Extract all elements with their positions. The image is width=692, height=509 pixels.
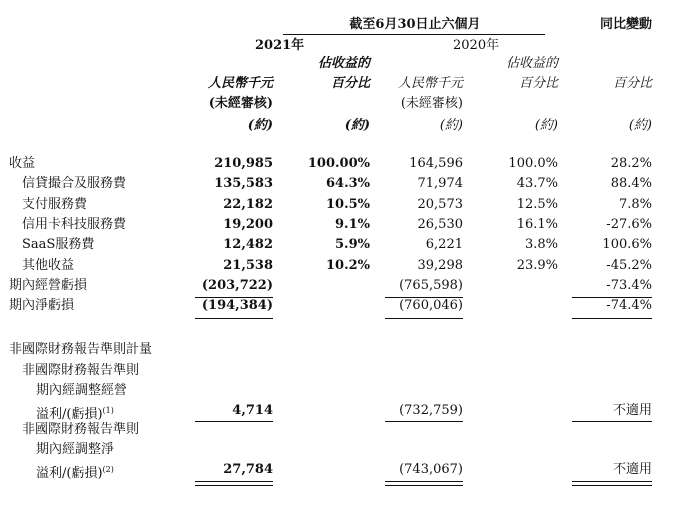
row-value-2020: 20,573 [417, 197, 463, 212]
col-2021-rmb-label: 人民幣千元 [207, 76, 273, 91]
col-2020-unaudited-label: (未經審核) [400, 96, 463, 111]
row-value-2021: (194,384) [201, 298, 273, 313]
col-2021-pct-label-2: 百分比 [330, 76, 370, 91]
non-ifrs-op-label-1: 非國際財務報告準則 [22, 363, 140, 378]
non-ifrs-op-2020: (732,759) [399, 403, 463, 418]
row-pct-2020: 100.0% [508, 156, 558, 171]
row-value-2020: 71,974 [417, 176, 463, 191]
col-2020-pct-label-2: 百分比 [518, 76, 558, 91]
row-yoy: -73.4% [606, 278, 652, 293]
col-2020-approx-label: (約) [439, 118, 463, 133]
period-rule [283, 34, 545, 35]
row-value-2020: 39,298 [417, 258, 463, 273]
non-ifrs-net-label-3: 溢利/(虧損)$^{(2)}$ [36, 465, 114, 481]
footnote-2: (2) [102, 465, 114, 474]
rule-2021-net-loss [195, 318, 273, 319]
row-pct-2021: 10.2% [325, 258, 370, 273]
row-value-2021: 21,538 [223, 258, 273, 273]
non-ifrs-title: 非國際財務報告準則計量 [9, 342, 153, 357]
non-ifrs-net-yoy: 不適用 [612, 462, 652, 477]
row-label: 其他收益 [22, 258, 75, 273]
row-pct-2021: 10.5% [325, 197, 370, 212]
row-yoy: -74.4% [606, 298, 652, 313]
row-pct-2021: 100.00% [307, 156, 370, 171]
rule-yoy-net-loss [572, 318, 652, 319]
year-2021-header: 2021年 [255, 38, 305, 53]
non-ifrs-op-2021: 4,714 [232, 403, 273, 418]
double-rule-yoy [572, 481, 652, 486]
period-header: 截至6月30日止六個月 [349, 17, 481, 32]
row-yoy: 28.2% [610, 156, 652, 171]
yoy-header: 同比變動 [599, 17, 652, 32]
double-rule-2021 [195, 481, 273, 486]
row-label: 期內經營虧損 [9, 278, 88, 293]
row-label: 信用卡科技服務費 [22, 217, 127, 232]
rule-2020-op [385, 421, 463, 422]
row-yoy: -45.2% [606, 258, 652, 273]
row-pct-2021: 9.1% [335, 217, 370, 232]
rule-yoy-loss [572, 297, 652, 298]
rule-2021-loss [195, 297, 273, 298]
non-ifrs-op-label-2: 期內經調整經營 [36, 383, 128, 398]
non-ifrs-net-2020: (743,067) [399, 462, 463, 477]
rule-2021-op [195, 421, 273, 422]
row-value-2020: (765,598) [399, 278, 463, 293]
non-ifrs-net-label-1: 非國際財務報告準則 [22, 422, 140, 437]
col-2020-rmb-label: 人民幣千元 [397, 76, 463, 91]
non-ifrs-net-2021: 27,784 [223, 462, 273, 477]
row-label: SaaS服務費 [22, 237, 95, 252]
col-yoy-pct-label: 百分比 [612, 76, 652, 91]
row-value-2021: 210,985 [214, 156, 273, 171]
row-value-2021: 22,182 [223, 197, 273, 212]
row-label: 支付服務費 [22, 197, 88, 212]
row-pct-2020: 12.5% [516, 197, 558, 212]
col-2020-pct-approx: (約) [534, 118, 558, 133]
double-rule-2020 [385, 481, 463, 486]
row-pct-2021: 5.9% [335, 237, 370, 252]
row-pct-2021: 64.3% [325, 176, 370, 191]
row-pct-2020: 3.8% [524, 237, 558, 252]
row-yoy: 7.8% [618, 197, 652, 212]
col-2021-pct-label-1: 佔收益的 [317, 56, 370, 71]
row-value-2021: (203,722) [201, 278, 273, 293]
footnote-1: (1) [102, 406, 114, 415]
row-pct-2020: 16.1% [516, 217, 558, 232]
row-value-2021: 19,200 [223, 217, 273, 232]
row-label: 收益 [9, 156, 36, 171]
col-2020-pct-label-1: 佔收益的 [505, 56, 558, 71]
col-2021-unaudited-label: (未經審核) [208, 96, 273, 111]
col-yoy-approx: (約) [628, 118, 652, 133]
row-pct-2020: 23.9% [516, 258, 558, 273]
row-pct-2020: 43.7% [516, 176, 558, 191]
row-value-2020: 6,221 [425, 237, 463, 252]
col-2021-approx-label: (約) [247, 118, 273, 133]
row-value-2021: 135,583 [214, 176, 273, 191]
rule-yoy-op [572, 421, 652, 422]
rule-2020-net-loss [385, 318, 463, 319]
year-2020-header: 2020年 [453, 38, 500, 53]
row-yoy: -27.6% [606, 217, 652, 232]
row-yoy: 100.6% [602, 237, 652, 252]
non-ifrs-op-yoy: 不適用 [612, 403, 652, 418]
row-value-2020: 164,596 [409, 156, 463, 171]
row-label: 信貸撮合及服務費 [22, 176, 127, 191]
row-value-2021: 12,482 [223, 237, 273, 252]
col-2021-pct-approx: (約) [344, 118, 370, 133]
row-label: 期內淨虧損 [9, 298, 75, 313]
non-ifrs-op-label-3: 溢利/(虧損)$^{(1)}$ [36, 406, 114, 422]
rule-2020-loss [385, 297, 463, 298]
row-value-2020: (760,046) [399, 298, 463, 313]
row-yoy: 88.4% [610, 176, 652, 191]
non-ifrs-net-label-2: 期內經調整淨 [36, 442, 115, 457]
row-value-2020: 26,530 [417, 217, 463, 232]
